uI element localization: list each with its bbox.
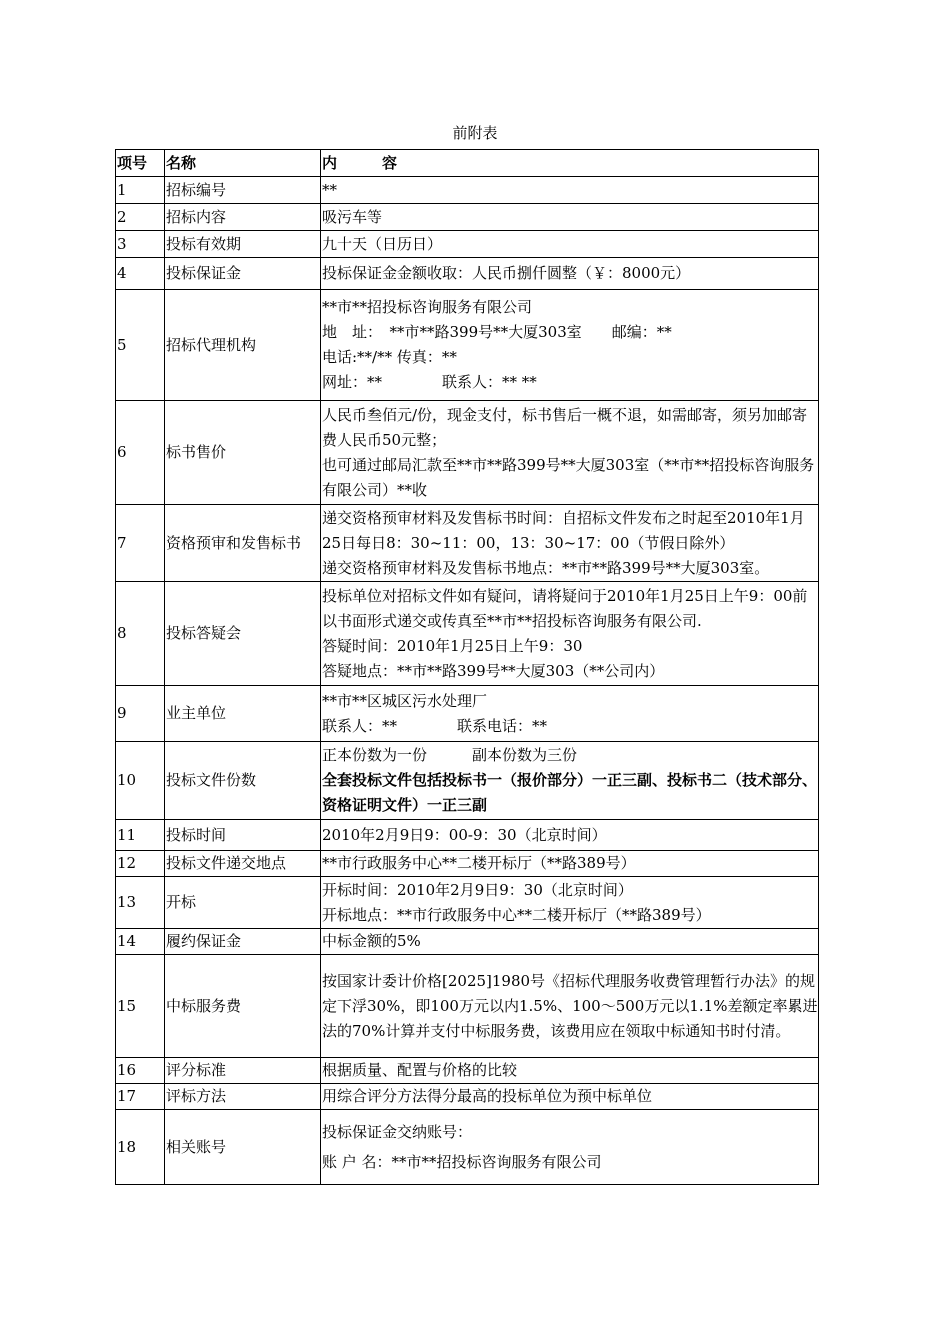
content-line: **	[322, 180, 337, 199]
row-name: 相关账号	[165, 1110, 321, 1185]
row-number: 13	[116, 877, 165, 929]
row-content	[321, 177, 819, 204]
table-row	[116, 177, 819, 204]
content-line: 按国家计委计价格[2025]1980号《招标代理服务收费管理暂行办法》的规定下浮30%，即100万元以内1.5%、100～500万元以1.1%差额定率累进法的70%计算并支付中标服务费，该费用应在领取中标通知书时付清。	[322, 971, 818, 1040]
row-number: 10	[116, 742, 165, 820]
table-row	[116, 686, 819, 742]
table-row	[116, 505, 819, 582]
row-name: 投标答疑会	[165, 582, 321, 686]
table-row	[116, 851, 819, 877]
row-number: 5	[116, 290, 165, 401]
content-line: 用综合评分方法得分最高的投标单位为预中标单位	[322, 1087, 653, 1105]
row-content	[321, 851, 819, 877]
row-name: 投标文件份数	[165, 742, 321, 820]
content-line: 根据质量、配置与价格的比较	[322, 1061, 518, 1079]
header-content: 内 容	[321, 150, 819, 177]
content-line: 吸污车等	[322, 207, 383, 226]
content-line: 投标保证金金额收取：人民币捌仟圆整（￥：8000元）	[322, 264, 691, 282]
row-content	[321, 231, 819, 258]
table-row	[116, 231, 819, 258]
table-row	[116, 401, 819, 505]
row-name: 开标	[165, 877, 321, 929]
content-line: 递交资格预审材料及发售标书地点：**市**路399号**大厦303室。	[322, 558, 770, 577]
row-name: 投标时间	[165, 820, 321, 851]
content-line: 账 户 名：**市**招投标咨询服务有限公司	[322, 1153, 602, 1171]
row-number: 2	[116, 204, 165, 231]
row-name: 中标服务费	[165, 955, 321, 1058]
row-name: 标书售价	[165, 401, 321, 505]
content-line: 答疑地点：**市**路399号**大厦303（**公司内）	[322, 661, 665, 680]
row-number: 7	[116, 505, 165, 582]
table-row	[116, 820, 819, 851]
row-name: 招标内容	[165, 204, 321, 231]
row-name: 招标编号	[165, 177, 321, 204]
row-name: 评标方法	[165, 1084, 321, 1110]
table-row	[116, 742, 819, 820]
page-title: 前附表	[452, 124, 498, 142]
row-content	[321, 820, 819, 851]
row-content	[321, 1084, 819, 1110]
row-number: 1	[116, 177, 165, 204]
content-line: 正本份数为一份 副本份数为三份	[322, 746, 578, 764]
table-row	[116, 1084, 819, 1110]
row-content	[321, 1058, 819, 1084]
table-row	[116, 1058, 819, 1084]
row-name: 投标保证金	[165, 258, 321, 290]
row-content	[321, 258, 819, 290]
row-content	[321, 204, 819, 231]
row-number: 11	[116, 820, 165, 851]
row-content	[321, 505, 819, 582]
content-line: 递交资格预审材料及发售标书时间：自招标文件发布之时起至2010年1月25日每日8：30~11：00，13：30~17：00（节假日除外）	[322, 508, 805, 552]
table-row	[116, 877, 819, 929]
row-number: 3	[116, 231, 165, 258]
content-line: 投标单位对招标文件如有疑问，请将疑问于2010年1月25日上午9：00前以书面形式递交或传真至**市**招投标咨询服务有限公司.	[322, 586, 808, 630]
row-content	[321, 582, 819, 686]
content-bold-line: 全套投标文件包括投标书一（报价部分）一正三副、投标书二（技术部分、资格证明文件）一正三副	[322, 771, 818, 814]
row-content	[321, 401, 819, 505]
content-line: 联系人：** 联系电话：**	[322, 716, 548, 735]
content-line: 开标时间：2010年2月9日9：30（北京时间）	[322, 880, 633, 899]
row-name: 履约保证金	[165, 929, 321, 955]
header-no: 项号	[116, 150, 165, 177]
content-line: **市**区城区污水处理厂	[322, 691, 488, 710]
row-content	[321, 290, 819, 401]
row-content	[321, 686, 819, 742]
content-line: **市**招投标咨询服务有限公司	[322, 298, 533, 316]
table-row	[116, 1110, 819, 1185]
content-line: **市行政服务中心**二楼开标厅（**路389号）	[322, 854, 636, 872]
row-name: 投标有效期	[165, 231, 321, 258]
bidding-info-table	[115, 149, 819, 1185]
content-line: 投标保证金交纳账号：	[322, 1123, 473, 1141]
row-number: 4	[116, 258, 165, 290]
row-name: 招标代理机构	[165, 290, 321, 401]
row-number: 15	[116, 955, 165, 1058]
content-line: 人民币叁佰元/份，现金支付，标书售后一概不退，如需邮寄，须另加邮寄费人民币50元整；	[322, 405, 808, 449]
header-name: 名称	[165, 150, 321, 177]
table-row	[116, 204, 819, 231]
row-content	[321, 742, 819, 820]
table-header-row	[116, 150, 819, 177]
content-line: 开标地点：**市行政服务中心**二楼开标厅（**路389号）	[322, 905, 711, 924]
content-line: 中标金额的5%	[322, 932, 421, 950]
table-row	[116, 290, 819, 401]
row-number: 17	[116, 1084, 165, 1110]
row-content	[321, 877, 819, 929]
table-row	[116, 929, 819, 955]
row-number: 12	[116, 851, 165, 877]
table-row	[116, 955, 819, 1058]
content-line: 电话:**/** 传真：**	[322, 348, 457, 366]
row-number: 9	[116, 686, 165, 742]
row-number: 14	[116, 929, 165, 955]
table-row	[116, 258, 819, 290]
row-name: 业主单位	[165, 686, 321, 742]
content-line: 网址：** 联系人：** **	[322, 373, 537, 391]
row-content	[321, 929, 819, 955]
table-row	[116, 582, 819, 686]
content-line: 2010年2月9日9：00-9：30（北京时间）	[322, 825, 607, 844]
content-line: 也可通过邮局汇款至**市**路399号**大厦303室（**市**招投标咨询服务有限公司）**收	[322, 455, 815, 499]
content-line: 答疑时间：2010年1月25日上午9：30	[322, 636, 583, 655]
row-number: 6	[116, 401, 165, 505]
row-content	[321, 1110, 819, 1185]
row-number: 16	[116, 1058, 165, 1084]
row-name: 投标文件递交地点	[165, 851, 321, 877]
row-name: 评分标准	[165, 1058, 321, 1084]
row-name: 资格预审和发售标书	[165, 505, 321, 582]
row-number: 18	[116, 1110, 165, 1185]
row-number: 8	[116, 582, 165, 686]
row-content	[321, 955, 819, 1058]
content-line: 地 址： **市**路399号**大厦303室 邮编：**	[322, 323, 672, 341]
content-line: 九十天（日历日）	[322, 234, 443, 253]
